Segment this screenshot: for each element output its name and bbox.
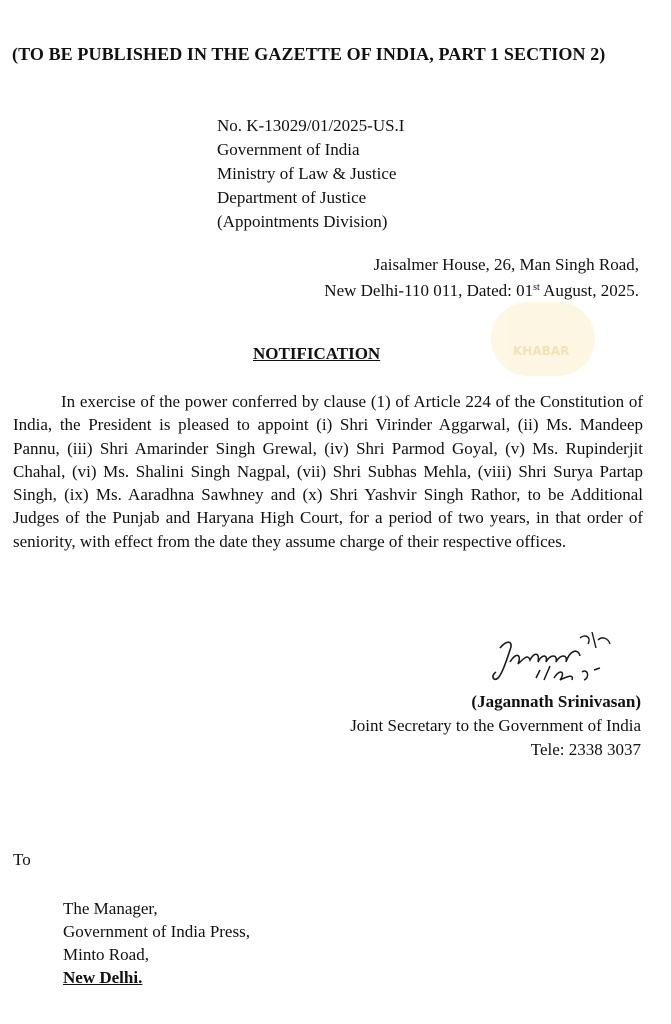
address-block <box>324 252 639 304</box>
address-line-1: Jaisalmer House, 26, Man Singh Road, <box>373 255 639 274</box>
date-suffix: August, 2025. <box>539 281 639 300</box>
notification-body: In exercise of the power conferred by clause (1) of Article 224 of the Constitution of India, the President is pleased to appoint (i) Shri Virinder Aggarwal, (ii) Ms. Mandeep Pannu, (iii) Shri Amarinder Singh Grewal, (iv) Shri Parmod Goyal, (v) Ms. Rupinderjit Chahal, (vi) Ms. Shalini Singh Nagpal, (vii) Shri Subhas Mehla, (viii) Shri Surya Partap Singh, (ix) Ms. Aaradhna Sawhney and (x) Shri Yashvir Singh Rathor, to be Additional Judges of the Punjab and Haryana High Court, for a period of two years, in that order of seniority, with effect from the date they assume charge of their respective offices. <box>13 392 643 551</box>
recipient-line-2: Government of India Press, <box>63 922 250 941</box>
recipient-address <box>63 897 250 989</box>
signatory-block <box>350 690 641 762</box>
handwritten-signature <box>488 628 618 690</box>
watermark-logo <box>491 302 595 376</box>
recipient-line-1: The Manager, <box>63 899 158 918</box>
file-number: No. K-13029/01/2025-US.I <box>217 116 405 135</box>
division-line: (Appointments Division) <box>217 212 388 231</box>
to-label: To <box>13 850 31 869</box>
signatory-name: (Jagannath Srinivasan) <box>471 692 641 711</box>
signatory-telephone: Tele: 2338 3037 <box>530 740 641 759</box>
recipient-line-4: New Delhi. <box>63 968 143 987</box>
date-ordinal: st <box>533 282 540 293</box>
signatory-designation: Joint Secretary to the Government of India <box>350 716 641 735</box>
reference-block <box>217 114 404 234</box>
ministry-line: Ministry of Law & Justice <box>217 164 397 183</box>
notification-title: NOTIFICATION <box>253 344 381 363</box>
government-line: Government of India <box>217 140 360 159</box>
watermark-text: KHABAR <box>513 344 570 358</box>
gazette-header: (TO BE PUBLISHED IN THE GAZETTE OF INDIA, PART 1 SECTION 2) <box>12 44 606 64</box>
date-prefix: New Delhi-110 011, Dated: 01 <box>324 281 534 300</box>
department-line: Department of Justice <box>217 188 367 207</box>
recipient-line-3: Minto Road, <box>63 945 149 964</box>
address-line-2 <box>324 278 639 304</box>
